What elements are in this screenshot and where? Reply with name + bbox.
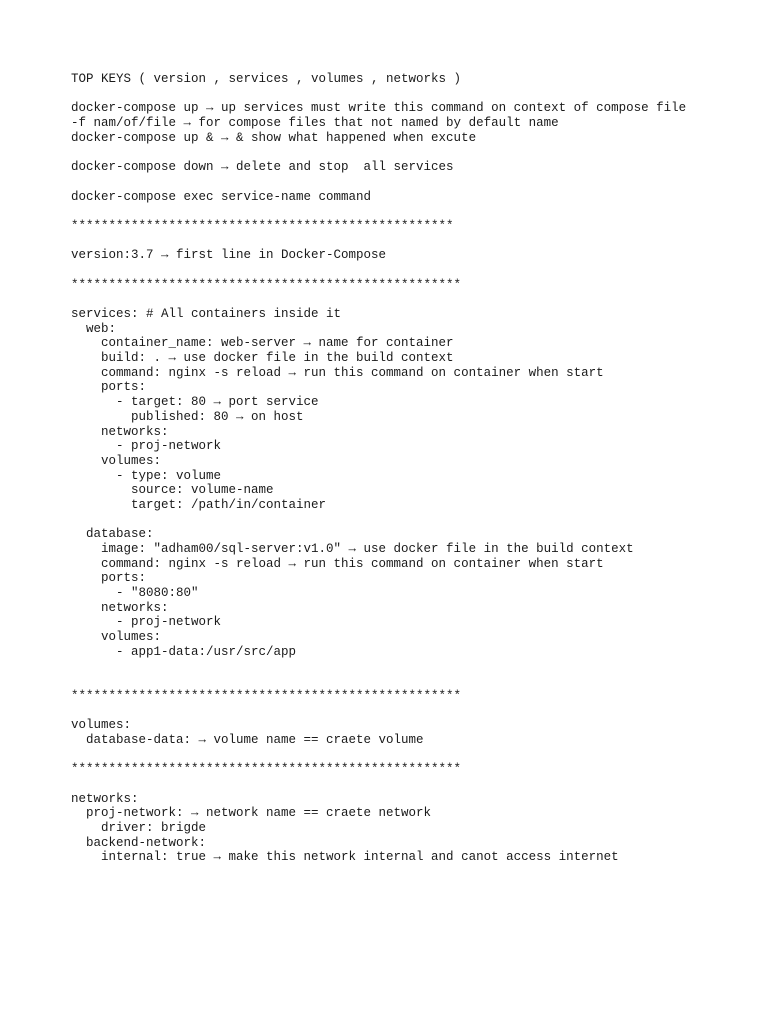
text-line: published: 80 → on host — [71, 409, 304, 424]
text-line: ports: — [71, 571, 147, 586]
text-line: volumes: — [71, 718, 132, 733]
text-line: docker-compose down → delete and stop all services — [71, 160, 454, 175]
blank-line — [71, 292, 751, 307]
text-line: driver: brigde — [71, 821, 207, 836]
blank-line — [71, 263, 751, 278]
text-line: backend-network: — [71, 835, 207, 850]
text-line: **************************************************** — [71, 688, 462, 703]
text-line: proj-network: → network name == craete network — [71, 806, 432, 821]
text-line: ports: — [71, 380, 147, 395]
blank-line — [71, 175, 751, 190]
text-line: target: /path/in/container — [71, 497, 327, 512]
text-line: services: # All containers inside it — [71, 307, 342, 321]
blank-line — [71, 674, 751, 689]
blank-line — [71, 145, 751, 160]
text-line: - proj-network — [71, 615, 222, 630]
text-line: docker-compose exec service-name command — [71, 189, 372, 204]
text-line: - proj-network — [71, 439, 222, 454]
text-line: volumes: — [71, 453, 162, 468]
text-line: - app1-data:/usr/src/app — [71, 644, 297, 659]
blank-line — [71, 660, 751, 675]
text-line: - target: 80 → port service — [71, 395, 319, 410]
blank-line — [71, 748, 751, 763]
text-line: volumes: — [71, 630, 162, 645]
text-line: image: "adham00/sql-server:v1.0" → use docker file in the build context — [71, 542, 634, 556]
text-line: **************************************************** — [71, 277, 462, 292]
document-body — [71, 72, 751, 865]
text-line: **************************************************** — [71, 762, 462, 777]
blank-line — [71, 234, 751, 249]
text-line: networks: — [71, 791, 139, 806]
text-line: docker-compose up → up services must write this command on context of compose file — [71, 101, 687, 116]
text-line: networks: — [71, 424, 169, 439]
text-line: command: nginx -s reload → run this command on container when start — [71, 365, 604, 380]
text-line: -f nam/of/file → for compose files that not named by default name — [71, 116, 559, 131]
blank-line — [71, 777, 751, 792]
text-line: command: nginx -s reload → run this command on container when start — [71, 556, 604, 571]
text-line: internal: true → make this network internal and canot access internet — [71, 850, 619, 865]
blank-line — [71, 513, 751, 528]
text-line: - "8080:80" — [71, 586, 199, 601]
text-line: version:3.7 → first line in Docker-Compose — [71, 248, 387, 263]
text-line: database: — [71, 527, 154, 542]
text-line: web: — [71, 321, 117, 336]
text-line: source: volume-name — [71, 483, 274, 498]
text-line: networks: — [71, 600, 169, 615]
text-line: *************************************************** — [71, 218, 454, 233]
text-line: database-data: → volume name == craete volume — [71, 732, 424, 747]
text-line: - type: volume — [71, 468, 222, 483]
blank-line — [71, 204, 751, 219]
blank-line — [71, 704, 751, 719]
text-line: docker-compose up & → & show what happened when excute — [71, 130, 477, 145]
text-line: container_name: web-server → name for container — [71, 336, 454, 351]
text-line: TOP KEYS ( version , services , volumes , networks ) — [71, 72, 462, 86]
blank-line — [71, 87, 751, 102]
text-line: build: . → use docker file in the build context — [71, 351, 454, 366]
